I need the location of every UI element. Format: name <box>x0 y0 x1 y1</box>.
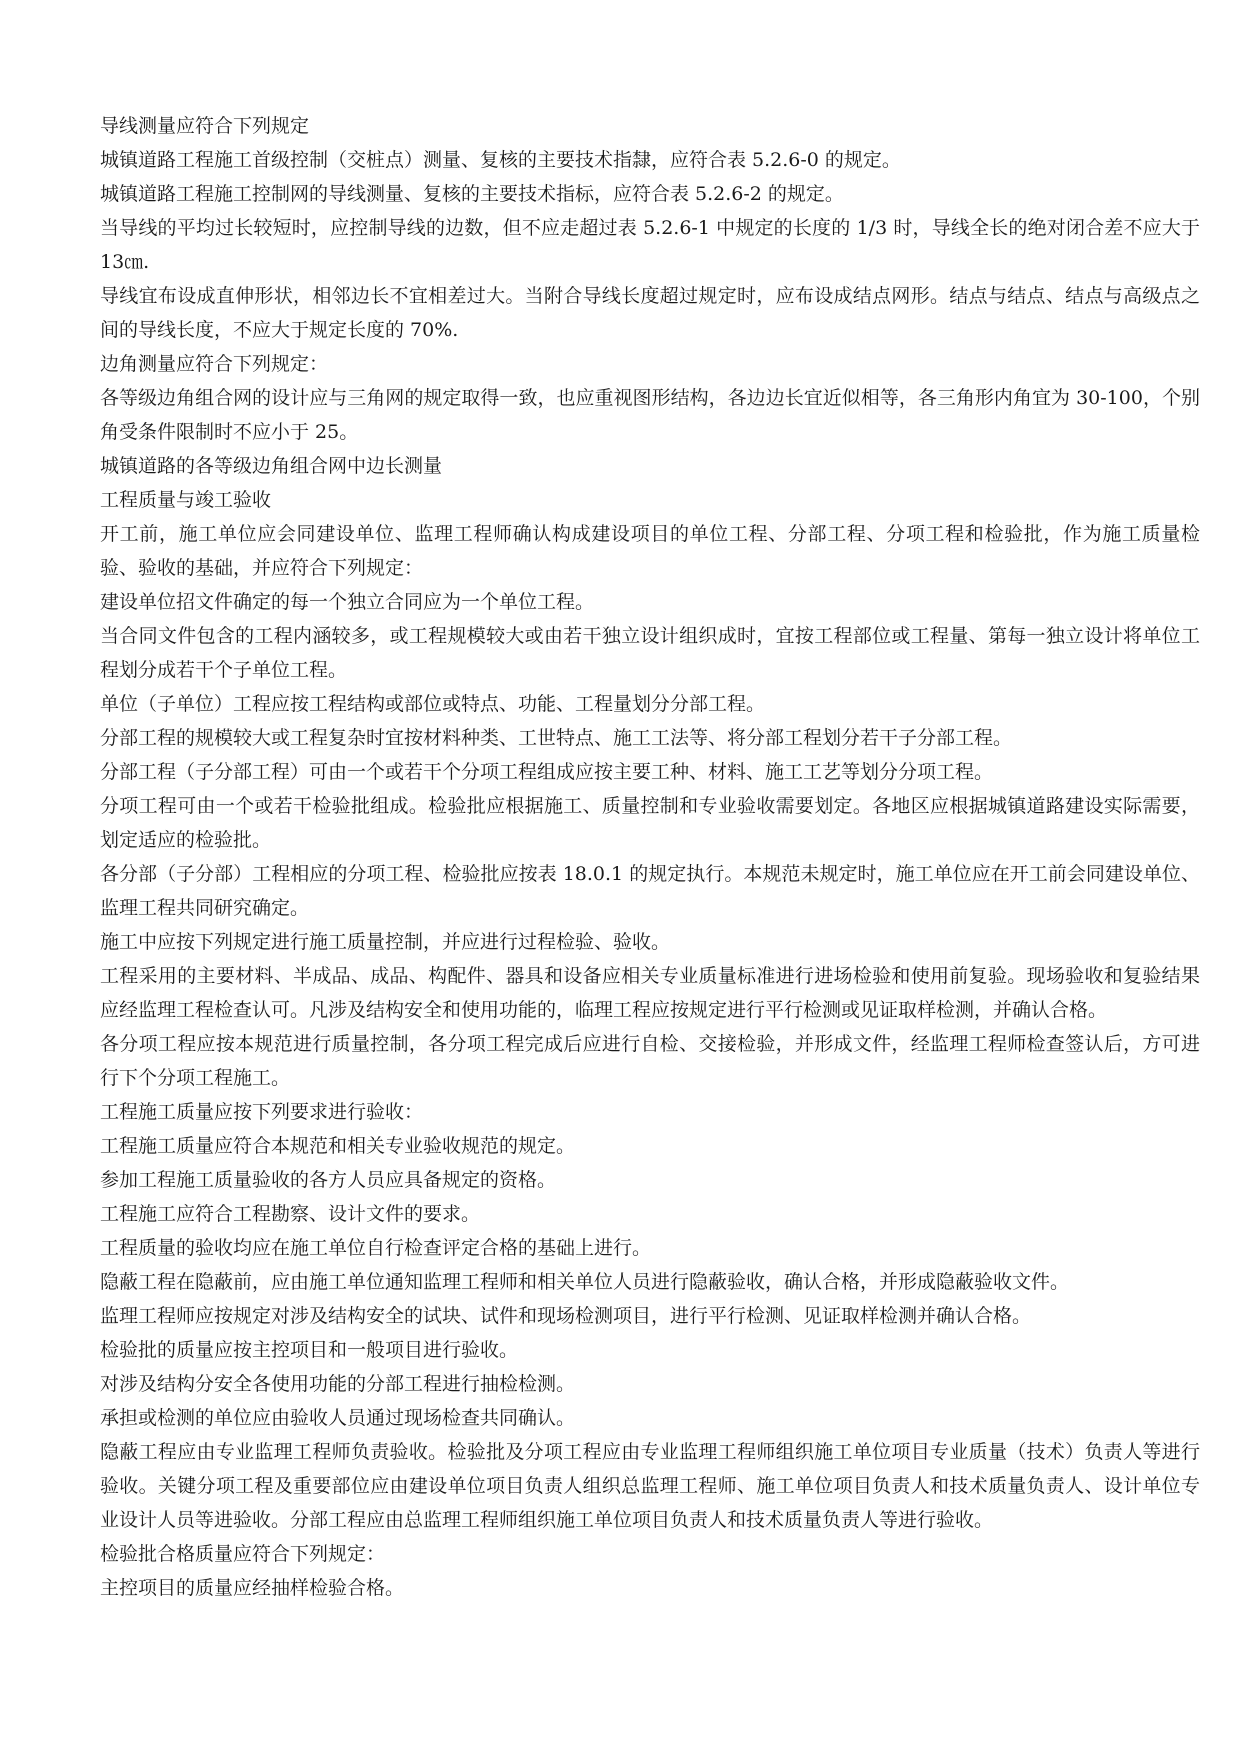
paragraph: 当导线的平均过长较短时，应控制导线的边数，但不应走超过表 5.2.6-1 中规定的长度的 1/3 时，导线全长的绝对闭合差不应大于 13㎝. <box>100 217 1200 273</box>
paragraph: 承担或检测的单位应由验收人员通过现场检查共同确认。 <box>100 1407 576 1429</box>
paragraph: 主控项目的质量应经抽样检验合格。 <box>100 1577 405 1599</box>
paragraph: 分部工程（子分部工程）可由一个或若干个分项工程组成应按主要工种、材料、施工工艺等划分分项工程。 <box>100 761 994 783</box>
paragraph: 单位（子单位）工程应按工程结构或部位或特点、功能、工程量划分分部工程。 <box>100 693 766 715</box>
paragraph: 工程施工应符合工程勘察、设计文件的要求。 <box>100 1203 481 1225</box>
paragraph: 工程采用的主要材料、半成品、成品、构配件、器具和设备应相关专业质量标准进行进场检验和使用前复验。现场验收和复验结果应经监理工程检查认可。凡涉及结构安全和使用功能的，临理工程应按规定进行平行检测或见证取样检测，并确认合格。 <box>100 965 1200 1021</box>
paragraph: 参加工程施工质量验收的各方人员应具备规定的资格。 <box>100 1169 557 1191</box>
paragraph: 各分部（子分部）工程相应的分项工程、检验批应按表 18.0.1 的规定执行。本规范未规定时，施工单位应在开工前会同建设单位、监理工程共同研究确定。 <box>100 863 1200 919</box>
paragraph: 分项工程可由一个或若干检验批组成。检验批应根据施工、质量控制和专业验收需要划定。各地区应根据城镇道路建设实际需要，划定适应的检验批。 <box>100 795 1200 851</box>
paragraph: 导线宜布设成直伸形状，相邻边长不宜相差过大。当附合导线长度超过规定时，应布设成结点网形。结点与结点、结点与高级点之间的导线长度，不应大于规定长度的 70%. <box>100 285 1200 341</box>
paragraph: 分部工程的规模较大或工程复杂时宜按材料种类、工世特点、施工工法等、将分部工程划分若干子分部工程。 <box>100 727 1013 749</box>
paragraph: 导线测量应符合下列规定 <box>100 115 310 137</box>
paragraph: 检验批合格质量应符合下列规定： <box>100 1543 386 1565</box>
paragraph: 检验批的质量应按主控项目和一般项目进行验收。 <box>100 1339 519 1361</box>
paragraph: 隐蔽工程在隐蔽前，应由施工单位通知监理工程师和相关单位人员进行隐蔽验收，确认合格，并形成隐蔽验收文件。 <box>100 1271 1070 1293</box>
paragraph: 各等级边角组合网的设计应与三角网的规定取得一致，也应重视图形结构，各边边长宜近似相等，各三角形内角宜为 30-100，个别角受条件限制时不应小于 25。 <box>100 387 1200 443</box>
paragraph: 城镇道路工程施工首级控制（交桩点）测量、复核的主要技术指隸，应符合表 5.2.6-0 的规定。 <box>100 149 901 171</box>
paragraph: 监理工程师应按规定对涉及结构安全的试块、试件和现场检测项目，进行平行检测、见证取样检测并确认合格。 <box>100 1305 1032 1327</box>
paragraph: 隐蔽工程应由专业监理工程师负责验收。检验批及分项工程应由专业监理工程师组织施工单位项目专业质量（技术）负责人等进行验收。关键分项工程及重要部位应由建设单位项目负责人组织总监理工程师、施工单位项目负责人和技术质量负责人、设计单位专业设计人员等进验收。分部工程应由总监理工程师组织施工单位项目负责人和技术质量负责人等进行验收。 <box>100 1441 1200 1531</box>
document-body <box>100 109 1200 1605</box>
paragraph: 各分项工程应按本规范进行质量控制，各分项工程完成后应进行自检、交接检验，并形成文件，经监理工程师检查签认后，方可进行下个分项工程施工。 <box>100 1033 1200 1089</box>
paragraph: 工程质量与竣工验收 <box>100 489 272 511</box>
paragraph: 开工前，施工单位应会同建设单位、监理工程师确认构成建设项目的单位工程、分部工程、分项工程和检验批，作为施工质量检验、验收的基础，并应符合下列规定： <box>100 523 1200 579</box>
paragraph: 工程质量的验收均应在施工单位自行检查评定合格的基础上进行。 <box>100 1237 652 1259</box>
paragraph: 对涉及结构分安全各使用功能的分部工程进行抽检检测。 <box>100 1373 576 1395</box>
paragraph: 边角测量应符合下列规定： <box>100 353 329 375</box>
paragraph: 当合同文件包含的工程内涵较多，或工程规模较大或由若干独立设计组织成时，宜按工程部位或工程量、第每一独立设计将单位工程划分成若干个子单位工程。 <box>100 625 1200 681</box>
paragraph: 工程施工质量应符合本规范和相关专业验收规范的规定。 <box>100 1135 576 1157</box>
paragraph: 施工中应按下列规定进行施工质量控制，并应进行过程检验、验收。 <box>100 931 671 953</box>
paragraph: 建设单位招文件确定的每一个独立合同应为一个单位工程。 <box>100 591 595 613</box>
paragraph: 工程施工质量应按下列要求进行验收： <box>100 1101 424 1123</box>
paragraph: 城镇道路的各等级边角组合网中边长测量 <box>100 455 443 477</box>
paragraph: 城镇道路工程施工控制网的导线测量、复核的主要技术指标，应符合表 5.2.6-2 的规定。 <box>100 183 844 205</box>
